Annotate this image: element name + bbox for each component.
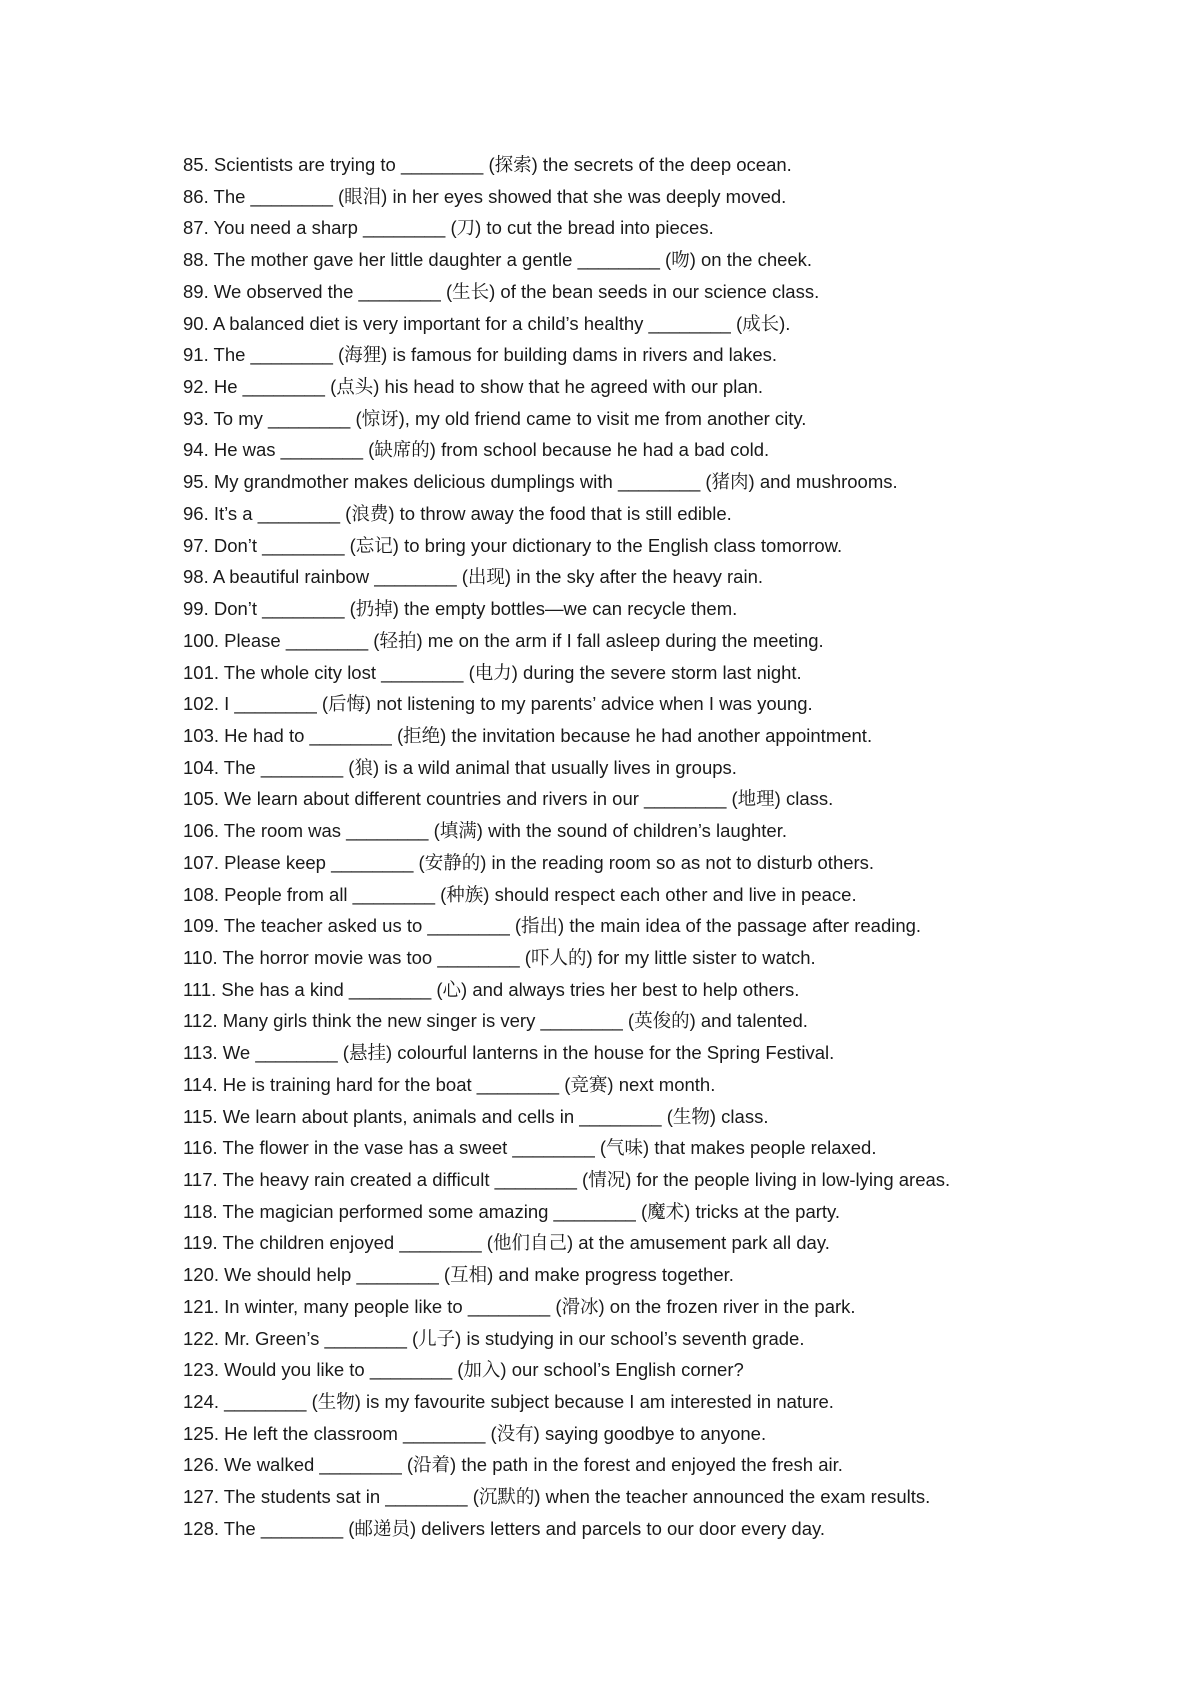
exercise-item: 126. We walked ________ (沿着) the path in the forest and enjoyed the fresh air. bbox=[183, 1454, 843, 1476]
exercise-item: 92. He ________ (点头) his head to show that he agreed with our plan. bbox=[183, 376, 764, 398]
exercise-item: 108. People from all ________ (种族) should respect each other and live in peace. bbox=[183, 883, 857, 905]
exercise-item: 111. She has a kind ________ (心) and always tries her best to help others. bbox=[183, 978, 800, 1000]
exercise-item: 121. In winter, many people like to ________ (滑冰) on the frozen river in the park. bbox=[183, 1295, 856, 1317]
exercise-item: 102. I ________ (后悔) not listening to my parents’ advice when I was young. bbox=[183, 693, 813, 715]
exercise-item: 119. The children enjoyed ________ (他们自己) at the amusement park all day. bbox=[183, 1232, 830, 1254]
exercise-item: 110. The horror movie was too ________ (吓人的) for my little sister to watch. bbox=[183, 946, 816, 968]
exercise-item: 90. A balanced diet is very important for a child’s healthy ________ (成长). bbox=[183, 312, 791, 334]
exercise-item: 91. The ________ (海狸) is famous for building dams in rivers and lakes. bbox=[183, 344, 778, 366]
exercise-item: 115. We learn about plants, animals and cells in ________ (生物) class. bbox=[183, 1105, 769, 1127]
exercise-item: 106. The room was ________ (填满) with the sound of children’s laughter. bbox=[183, 820, 788, 842]
exercise-item: 86. The ________ (眼泪) in her eyes showed that she was deeply moved. bbox=[183, 185, 787, 207]
exercise-list bbox=[183, 149, 1143, 1545]
exercise-item: 96. It’s a ________ (浪费) to throw away the food that is still edible. bbox=[183, 502, 732, 524]
exercise-item: 85. Scientists are trying to ________ (探索) the secrets of the deep ocean. bbox=[183, 154, 792, 175]
exercise-item: 93. To my ________ (惊讶), my old friend came to visit me from another city. bbox=[183, 407, 807, 429]
exercise-item: 103. He had to ________ (拒绝) the invitation because he had another appointment. bbox=[183, 724, 873, 746]
exercise-item: 88. The mother gave her little daughter a gentle ________ (吻) on the cheek. bbox=[183, 249, 813, 271]
exercise-item: 100. Please ________ (轻拍) me on the arm if I fall asleep during the meeting. bbox=[183, 629, 824, 651]
exercise-item: 122. Mr. Green’s ________ (儿子) is studying in our school’s seventh grade. bbox=[183, 1327, 805, 1349]
exercise-item: 113. We ________ (悬挂) colourful lanterns in the house for the Spring Festival. bbox=[183, 1042, 835, 1064]
exercise-item: 112. Many girls think the new singer is very ________ (英俊的) and talented. bbox=[183, 1010, 808, 1032]
exercise-item: 117. The heavy rain created a difficult ________ (情况) for the people living in low-lying areas. bbox=[183, 1169, 951, 1190]
exercise-item: 109. The teacher asked us to ________ (指出) the main idea of the passage after reading. bbox=[183, 915, 922, 937]
exercise-item: 125. He left the classroom ________ (没有) saying goodbye to anyone. bbox=[183, 1422, 767, 1444]
exercise-item: 99. Don’t ________ (扔掉) the empty bottles—we can recycle them. bbox=[183, 598, 738, 620]
exercise-item: 116. The flower in the vase has a sweet ________ (气味) that makes people relaxed. bbox=[183, 1137, 877, 1159]
exercise-item: 105. We learn about different countries and rivers in our ________ (地理) class. bbox=[183, 788, 834, 810]
exercise-item: 124. ________ (生物) is my favourite subject because I am interested in nature. bbox=[183, 1391, 834, 1413]
exercise-item: 118. The magician performed some amazing ________ (魔术) tricks at the party. bbox=[183, 1200, 841, 1222]
exercise-item: 95. My grandmother makes delicious dumplings with ________ (猪肉) and mushrooms. bbox=[183, 471, 898, 493]
exercise-item: 89. We observed the ________ (生长) of the bean seeds in our science class. bbox=[183, 280, 820, 302]
exercise-item: 123. Would you like to ________ (加入) our school’s English corner? bbox=[183, 1359, 744, 1381]
exercise-item: 97. Don’t ________ (忘记) to bring your dictionary to the English class tomorrow. bbox=[183, 534, 843, 556]
exercise-item: 98. A beautiful rainbow ________ (出现) in the sky after the heavy rain. bbox=[183, 566, 764, 588]
exercise-item: 120. We should help ________ (互相) and make progress together. bbox=[183, 1264, 734, 1286]
exercise-item: 128. The ________ (邮递员) delivers letters and parcels to our door every day. bbox=[183, 1517, 826, 1539]
exercise-item: 94. He was ________ (缺席的) from school because he had a bad cold. bbox=[183, 439, 770, 461]
exercise-item: 101. The whole city lost ________ (电力) during the severe storm last night. bbox=[183, 661, 802, 683]
exercise-item: 127. The students sat in ________ (沉默的) when the teacher announced the exam results. bbox=[183, 1486, 931, 1508]
exercise-item: 104. The ________ (狼) is a wild animal that usually lives in groups. bbox=[183, 756, 737, 778]
exercise-item: 114. He is training hard for the boat ________ (竞赛) next month. bbox=[183, 1073, 716, 1095]
exercise-item: 87. You need a sharp ________ (刀) to cut the bread into pieces. bbox=[183, 217, 714, 239]
exercise-item: 107. Please keep ________ (安静的) in the reading room so as not to disturb others. bbox=[183, 851, 875, 873]
